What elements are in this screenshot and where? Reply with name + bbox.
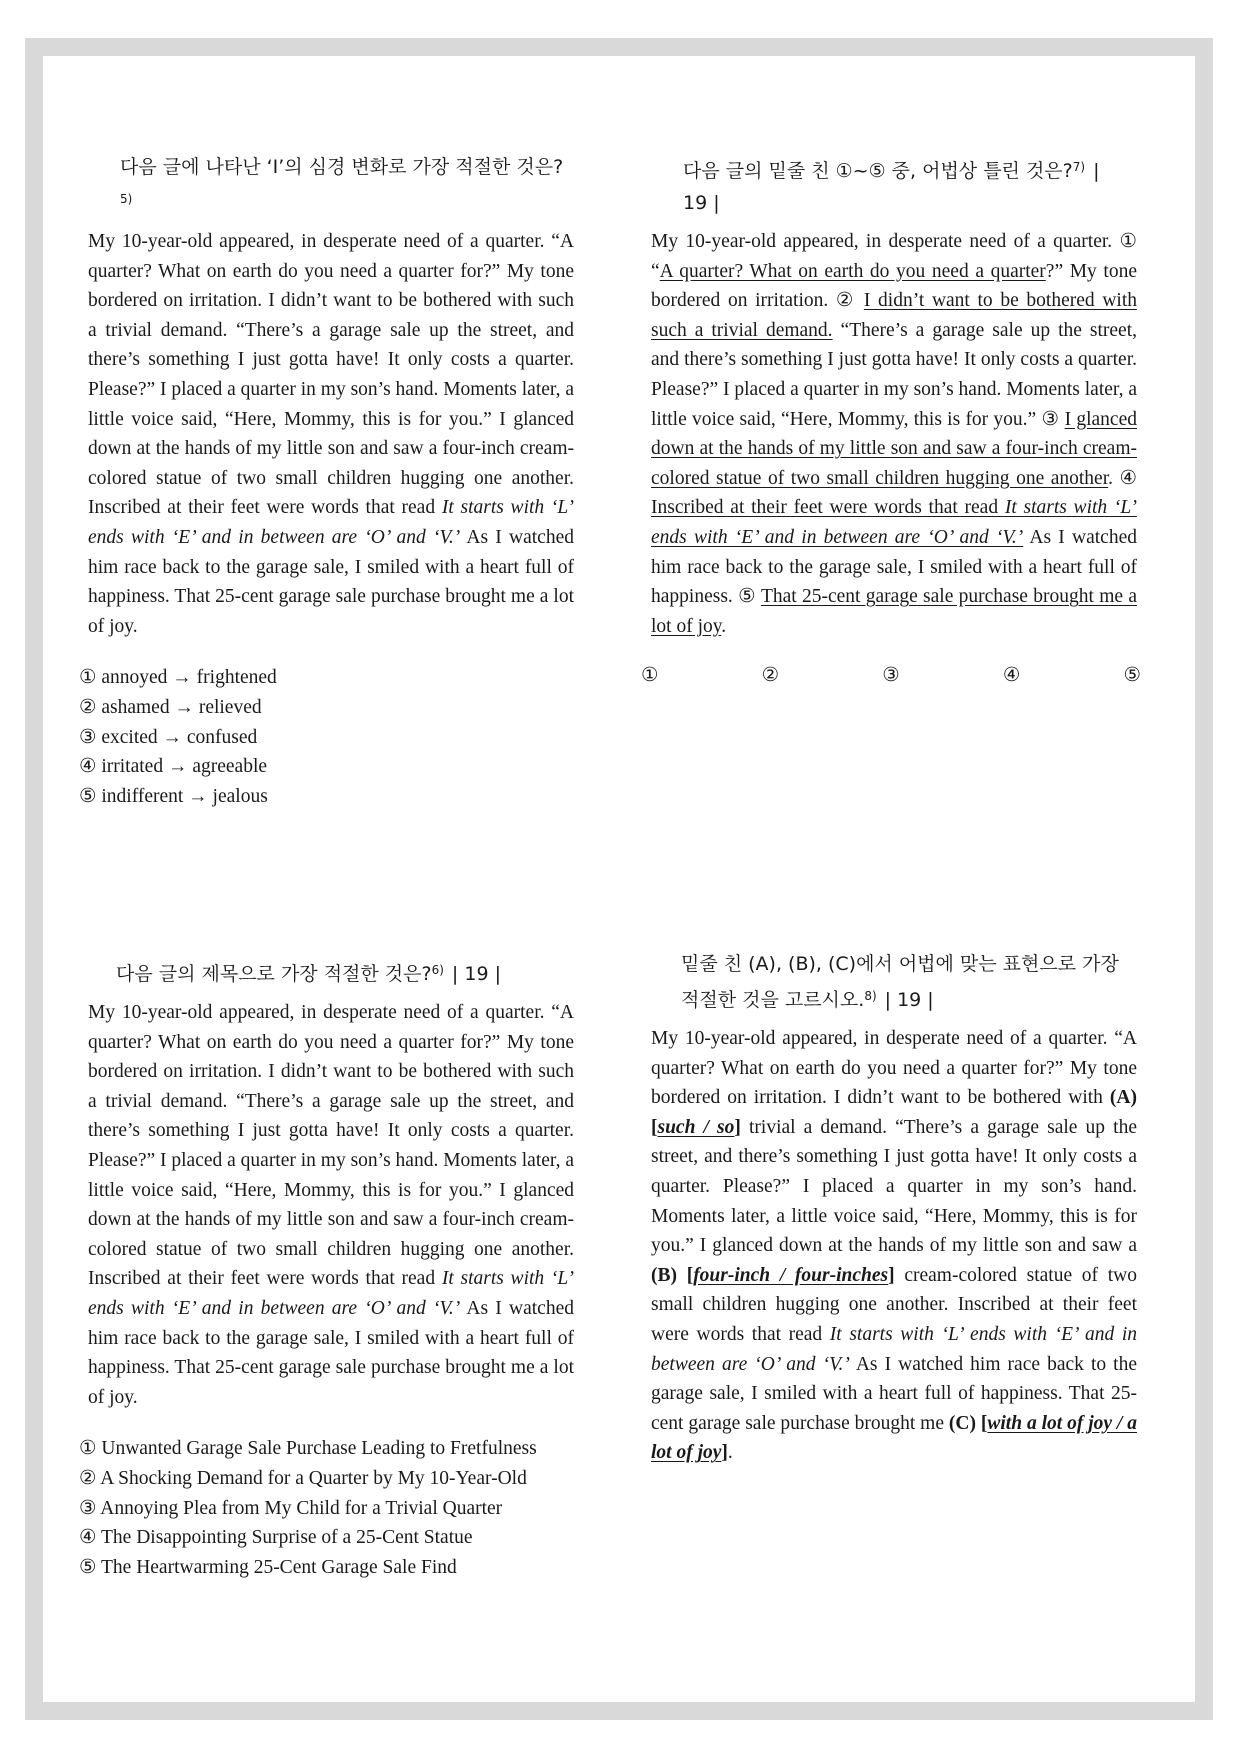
answer-choice[interactable]: ⑤ The Heartwarming 25-Cent Garage Sale Find — [79, 1556, 457, 1578]
blank-a-label: (A) [ — [651, 1087, 1137, 1138]
answer-choice[interactable]: ② ashamed → relieved — [79, 696, 262, 718]
question-title — [116, 954, 574, 990]
passage-text: . — [721, 615, 727, 637]
underline-1: A quarter? What on earth do you need a quarter — [659, 260, 1046, 282]
answer-choice[interactable]: ① annoyed → frightened — [79, 667, 277, 689]
passage-text: . — [727, 1442, 733, 1464]
answer-choice[interactable]: ④ — [1002, 665, 1021, 687]
question-title-text: 다음 글에 나타난 ‘I’의 심경 변화로 가장 적절한 것은? — [120, 156, 564, 178]
answer-choices — [79, 663, 574, 811]
question-5 — [79, 151, 575, 811]
question-6 — [79, 954, 575, 1582]
passage-text: As I watched him race back to the garage sale, I smiled with a heart full of happiness. That 25-cent garage sale purchase brought me a lot of joy. — [88, 526, 574, 637]
answer-choice[interactable]: ① Unwanted Garage Sale Purchase Leading to Fretfulness — [79, 1438, 537, 1460]
passage-text: trivial a demand. “There’s a garage sale up the street, and there’s something I just gotta have! It only costs a quarter. Please?” I placed a quarter in my son’s hand. Moments later, a little voice said, “Here, Mommy, this is for you.” I glanced down at the hands of my little son and saw a — [651, 1116, 1137, 1257]
passage-text: My 10-year-old appeared, in desperate need of a quarter. ① “ — [651, 231, 1137, 282]
answer-choice[interactable]: ⑤ — [1123, 665, 1141, 687]
blank-c-options: with a lot of joy / a lot of joy — [651, 1412, 1137, 1464]
blank-c-label: (C) [ — [948, 1412, 988, 1434]
underline-2: I didn’t want to be bothered with such a trivial demand. — [651, 290, 1137, 341]
source-tag: | 19 | — [884, 989, 934, 1011]
passage-text: My 10-year-old appeared, in desperate need of a quarter. “A quarter? What on earth do you need a quarter for?” My tone bordered on irritation. I didn’t want to be bothered with such a trivial demand. “There’s a garage sale up the street, and there’s something I just gotta have! It only costs a quarter. Please?” I placed a quarter in my son’s hand. Moments later, a little voice said, “Here, Mommy, this is for you.” I glanced down at the hands of my little son and saw a four-inch cream-colored statue of two small children hugging one another. Inscribed at their feet were words that read — [88, 231, 575, 519]
passage-italic: It starts with ‘L’ ends with ‘E’ and in between are ‘O’ and ‘V.’ — [88, 497, 574, 548]
answer-choice[interactable]: ④ irritated → agreeable — [79, 756, 268, 778]
answer-choice[interactable]: ② — [761, 665, 780, 687]
question-7 — [641, 151, 1141, 687]
answer-choices — [79, 1434, 574, 1582]
underline-4-italic: It starts with ‘L’ ends with ‘E’ and in between are ‘O’ and ‘V.’ — [651, 497, 1137, 548]
underline-3: I glanced down at the hands of my little son and saw a four-inch cream-colored statue of two small children hugging one another — [651, 408, 1137, 489]
passage-text: As I watched him race back to the garage sale, I smiled with a heart full of happiness. That 25-cent garage sale purchase brought me — [651, 1353, 1138, 1434]
passage-italic: It starts with ‘L’ ends with ‘E’ and in between are ‘O’ and ‘V.’ — [651, 1323, 1137, 1375]
underline-5: That 25-cent garage sale purchase brought me a lot of joy — [651, 586, 1137, 637]
passage — [651, 1024, 1137, 1468]
blank-b-label: (B) [ — [651, 1264, 694, 1286]
passage — [88, 227, 574, 641]
blank-a-options: such / so — [657, 1116, 735, 1138]
source-tag: | 19 | — [683, 160, 1100, 214]
blank-b-close: ] — [888, 1264, 895, 1286]
answer-choice[interactable]: ③ Annoying Plea from My Child for a Trivial Quarter — [79, 1497, 503, 1519]
question-8 — [651, 948, 1137, 1468]
passage-text: cream-colored statue of two small children hugging one another. Inscribed at their feet were words that read — [651, 1264, 1137, 1345]
blank-b — [651, 1265, 895, 1286]
source-tag: | 19 | — [451, 963, 501, 985]
question-title — [683, 151, 1137, 219]
footnote-marker: 5) — [120, 192, 133, 206]
answer-choice[interactable]: ④ The Disappointing Surprise of a 25-Cent Statue — [79, 1527, 473, 1549]
passage-text: As I watched him race back to the garage sale, I smiled with a heart full of happiness. ⑤ — [651, 526, 1137, 608]
answer-choice[interactable]: ① — [641, 665, 659, 687]
passage-text: ?” My tone bordered on irritation. ② — [651, 260, 1137, 312]
blank-b-options: four-inch / four-inches — [693, 1264, 889, 1286]
passage-italic: It starts with ‘L’ ends with ‘E’ and in between are ‘O’ and ‘V.’ — [88, 1268, 574, 1319]
answer-choices — [641, 663, 1141, 687]
answer-choice[interactable]: ③ excited → confused — [79, 726, 258, 748]
question-title — [681, 948, 1137, 1016]
passage-text: . ④ — [1108, 467, 1137, 489]
question-title-text: 다음 글의 제목으로 가장 적절한 것은? — [116, 963, 432, 985]
blank-c-close: ] — [721, 1442, 728, 1464]
answer-choice[interactable]: ⑤ indifferent → jealous — [79, 785, 268, 807]
question-title — [120, 151, 574, 219]
passage-text: As I watched him race back to the garage sale, I smiled with a heart full of happiness. That 25-cent garage sale purchase brought me a lot of joy. — [88, 1297, 574, 1408]
underline-4-text: Inscribed at their feet were words that read — [651, 497, 1005, 519]
footnote-marker: 6) — [431, 963, 444, 977]
passage-text: My 10-year-old appeared, in desperate need of a quarter. “A quarter? What on earth do you need a quarter for?” My tone bordered on irritation. I didn’t want to be bothered with — [651, 1028, 1137, 1109]
passage — [88, 998, 574, 1412]
answer-choice[interactable]: ③ — [882, 665, 900, 687]
question-title-text: 다음 글의 밑줄 친 ①~⑤ 중, 어법상 틀린 것은? — [683, 160, 1073, 182]
passage — [651, 227, 1137, 641]
answer-choice[interactable]: ② A Shocking Demand for a Quarter by My 10-Year-Old — [79, 1467, 527, 1489]
footnote-marker: 8) — [864, 989, 877, 1003]
footnote-marker: 7) — [1072, 160, 1086, 174]
passage-text: My 10-year-old appeared, in desperate need of a quarter. “A quarter? What on earth do you need a quarter for?” My tone bordered on irritation. I didn’t want to be bothered with such a trivial demand. “There’s a garage sale up the street, and there’s something I just gotta have! It only costs a quarter. Please?” I placed a quarter in my son’s hand. Moments later, a little voice said, “Here, Mommy, this is for you.” I glanced down at the hands of my little son and saw a four-inch cream-colored statue of two small children hugging one another. Inscribed at their feet were words that read — [88, 1002, 575, 1290]
blank-a-close: ] — [734, 1116, 741, 1138]
question-title-text: 밑줄 친 (A), (B), (C)에서 어법에 맞는 표현으로 가장 적절한 것을 고르시오. — [681, 953, 1119, 1011]
passage-text: “There’s a garage sale up the street, and there’s something I just gotta have! It only costs a quarter. Please?” I placed a quarter in my son’s hand. Moments later, a little voice said, “Here, Mommy, this is for you.” ③ — [651, 319, 1138, 430]
